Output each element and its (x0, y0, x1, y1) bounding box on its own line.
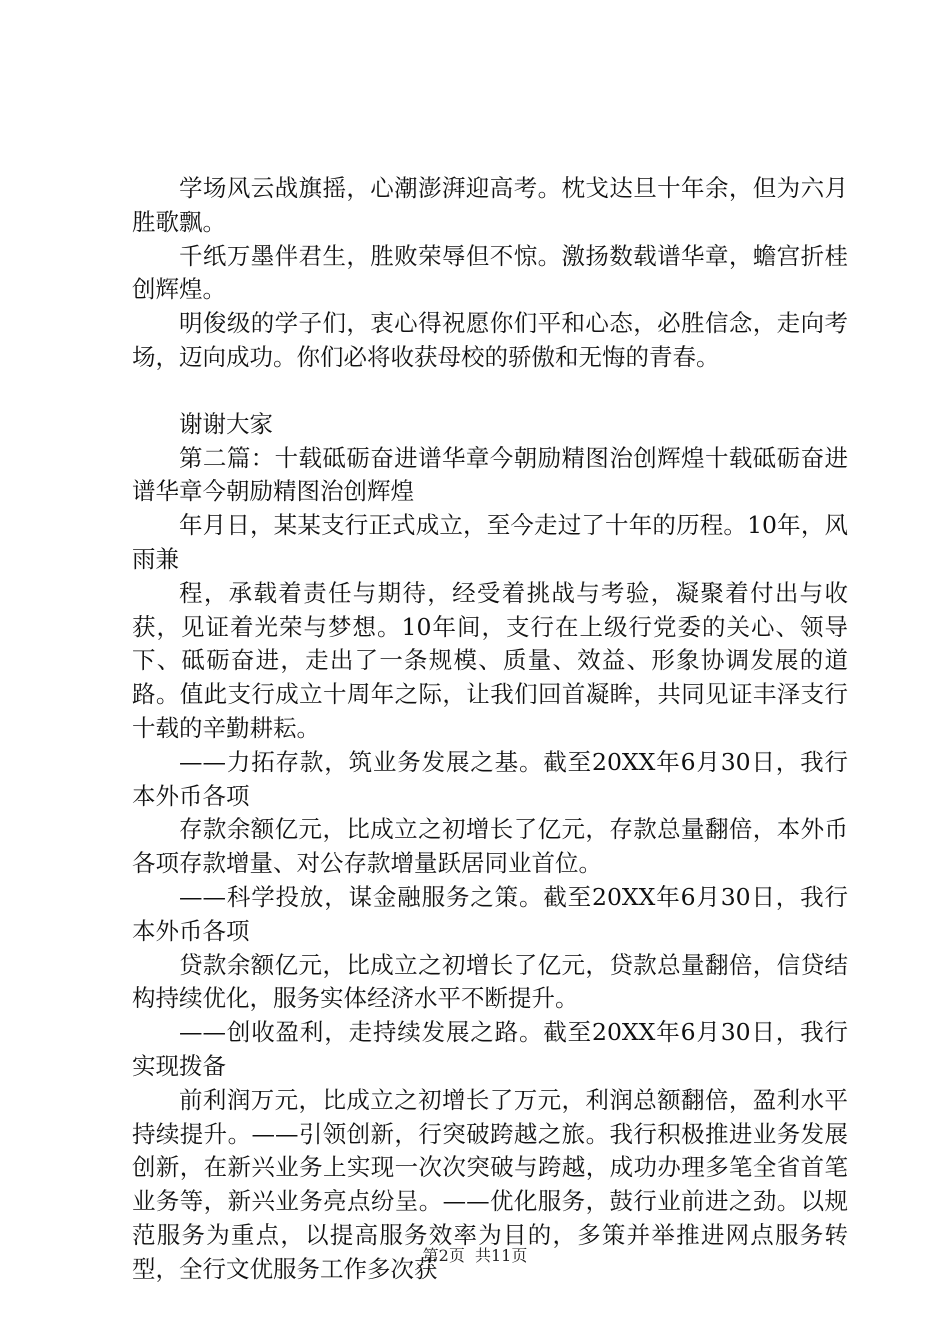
page-number: 第2页 共11页 (422, 1246, 528, 1265)
paragraph-7: ——力拓存款，筑业务发展之基。截至20XX年6月30日，我行本外币各项 (132, 747, 848, 810)
page-footer (0, 1243, 950, 1266)
paragraph-11: ——创收盈利，走持续发展之路。截至20XX年6月30日，我行实现拨备 (132, 1018, 848, 1080)
paragraph-10: 贷款余额亿元，比成立之初增长了亿元，贷款总量翻倍，信贷结构持续优化，服务实体经济水平不断提升。 (132, 950, 848, 1013)
paragraph-9: ——科学投放，谋金融服务之策。截至20XX年6月30日，我行本外币各项 (132, 882, 848, 945)
paragraph-8: 存款余额亿元，比成立之初增长了亿元，存款总量翻倍，本外币各项存款增量、对公存款增量跃居同业首位。 (132, 815, 848, 878)
paragraph-5: 年月日，某某支行正式成立，至今走过了十年的历程。10年，风雨兼 (132, 511, 848, 573)
document-body (132, 172, 848, 1287)
section-heading: 第二篇：十载砥砺奋进谱华章今朝励精图治创辉煌十载砥砺奋进谱华章今朝励精图治创辉煌 (132, 443, 848, 506)
paragraph-6: 程，承载着责任与期待，经受着挑战与考验，凝聚着付出与收获，见证着光荣与梦想。10年间，支行在上级行党委的关心、领导下、砥砺奋进，走出了一条规模、质量、效益、形象协调发展的道路。值此支行成立十周年之际，让我们回首凝眸，共同见证丰泽支行十载的辛勤耕耘。 (132, 578, 848, 742)
paragraph-1: 学场风云战旗摇，心潮澎湃迎高考。枕戈达旦十年余，但为六月胜歌飘。 (132, 174, 848, 236)
paragraph-3: 明俊级的学子们，衷心得祝愿你们平和心态，必胜信念，走向考场，迈向成功。你们必将收获母校的骄傲和无悔的青春。 (132, 309, 848, 371)
paragraph-12: 前利润万元，比成立之初增长了万元，利润总额翻倍，盈利水平持续提升。——引领创新，行突破跨越之旅。我行积极推进业务发展创新，在新兴业务上实现一次次突破与跨越，成功办理多笔全省首笔业务等，新兴业务亮点纷呈。——优化服务，鼓行业前进之劲。以规范服务为重点，以提高服务效率为目的，多策并举推进网点服务转型，全行文优服务工作多次获 (132, 1085, 848, 1283)
paragraph-closing: 谢谢大家 (179, 409, 273, 438)
paragraph-2: 千纸万墨伴君生，胜败荣辱但不惊。激扬数载谱华章，蟾宫折桂创辉煌。 (132, 241, 848, 304)
